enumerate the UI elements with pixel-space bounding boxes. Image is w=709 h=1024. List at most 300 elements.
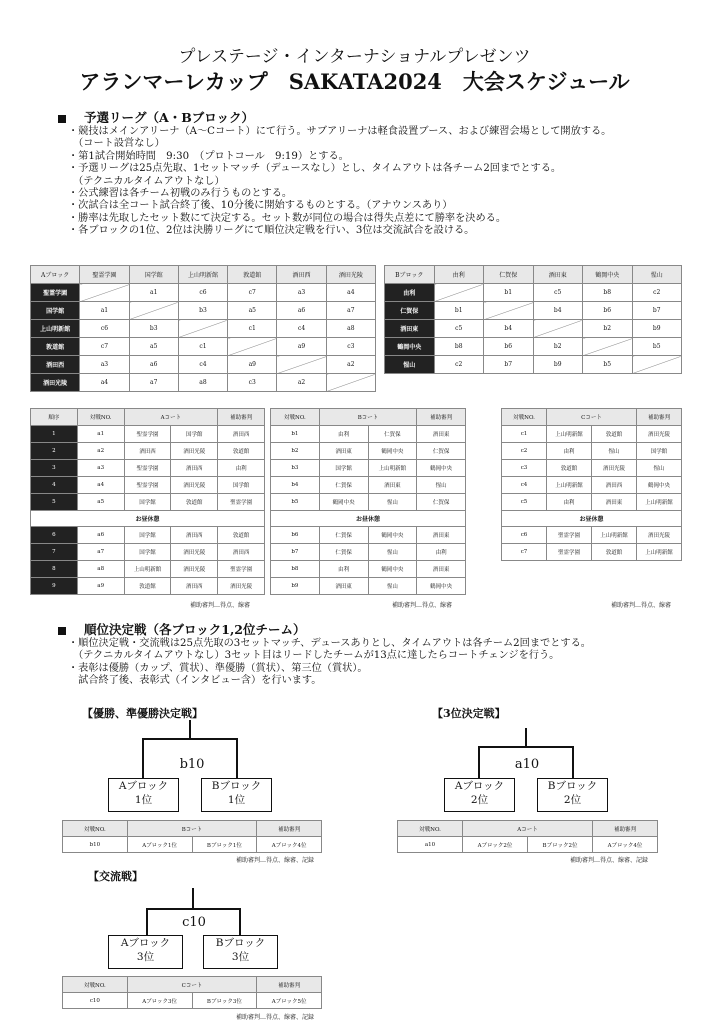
team-1: 国学館	[319, 460, 368, 477]
team-header: 国学館	[129, 266, 178, 284]
referee: 酒田光陵	[218, 578, 265, 595]
match-no: b1	[271, 426, 320, 443]
match-row	[63, 837, 322, 853]
break-label: お昼休憩	[31, 511, 265, 527]
match-cell: a1	[80, 302, 129, 320]
team-2: 酒田光陵	[592, 460, 637, 477]
match-row	[63, 993, 322, 1009]
team-1: 敦道館	[124, 578, 171, 595]
team-1: 敦道館	[547, 460, 592, 477]
referee: 酒田東	[417, 561, 466, 578]
match-cell: c5	[533, 284, 583, 302]
team-1: 聖霊学園	[124, 477, 171, 494]
referee: 国学館	[218, 477, 265, 494]
match-cell: c2	[632, 284, 682, 302]
team-header: 惺山	[632, 266, 682, 284]
team-2: 上山明新館	[368, 460, 417, 477]
referee: 由利	[218, 460, 265, 477]
rule-line: ・勝率は先取したセット数にて決定する。セット数が同位の場合は得失点差にて勝率を決める。	[68, 212, 507, 224]
team-row	[385, 320, 682, 338]
schedule-row	[31, 477, 265, 494]
referee: 由利	[417, 544, 466, 561]
final-note: 補助審判…得点、線審、記録	[236, 857, 315, 864]
match-cell	[80, 284, 129, 302]
order-no: 4	[31, 477, 78, 494]
schedule-row	[271, 561, 466, 578]
rule-line: ・各ブロックの1位、2位は決勝リーグにて順位決定戦を行い、3位は交流試合を設ける。	[68, 225, 475, 237]
match-no: b5	[271, 494, 320, 511]
match-no: c3	[502, 460, 547, 477]
match-cell: a3	[80, 356, 129, 374]
team-2: 上山明新館	[592, 527, 637, 544]
match-cell: b3	[129, 320, 178, 338]
referee: 敦道館	[218, 527, 265, 544]
team-name: 鶴岡中央	[385, 338, 435, 356]
team-2: Bブロック1位	[192, 837, 257, 853]
schedule-row	[271, 544, 466, 561]
match-no: a10	[398, 837, 463, 853]
team-1: 由利	[547, 443, 592, 460]
match-cell: a9	[277, 338, 326, 356]
team-1: 酒田西	[124, 443, 171, 460]
team-row	[31, 302, 376, 320]
match-no: c5	[502, 494, 547, 511]
match-cell: b8	[434, 338, 484, 356]
order-no: 9	[31, 578, 78, 595]
order-no: 2	[31, 443, 78, 460]
ref-header: 補助審判	[593, 821, 658, 837]
order-no: 1	[31, 426, 78, 443]
match-cell: a6	[129, 356, 178, 374]
match-no: a6	[77, 527, 124, 544]
header-row	[385, 266, 682, 284]
team-name: 敦道館	[31, 338, 80, 356]
rule-line: ・予選リーグは25点先取、1セットマッチ（デュースなし）とし、タイムアウトは各チーム2回までとする。	[68, 163, 562, 175]
header-row	[31, 409, 265, 426]
break-row	[31, 511, 265, 527]
team-1: 上山明新館	[547, 477, 592, 494]
team-2: 惺山	[368, 544, 417, 561]
schedule-row	[31, 561, 265, 578]
team-header: 仁賀保	[484, 266, 534, 284]
third-team-b: Bブロック 2位	[537, 778, 608, 812]
rule-line: 試合終了後、表彰式（インタビュー含）を行います。	[68, 675, 322, 687]
schedule-row	[271, 477, 466, 494]
match-no: c10	[63, 993, 128, 1009]
match-no: b2	[271, 443, 320, 460]
match-cell: a3	[277, 284, 326, 302]
match-cell: c3	[228, 374, 277, 392]
team-2: 酒田光陵	[171, 443, 218, 460]
subtitle: プレステージ・インターナショナルプレゼンツ	[178, 47, 531, 67]
team-1: 酒田東	[319, 578, 368, 595]
team-1: 国学館	[124, 544, 171, 561]
third-title: 【3位決定戦】	[432, 707, 506, 720]
match-cell: b9	[533, 356, 583, 374]
schedA-note: 補助審判…得点、線審	[190, 602, 251, 609]
team-name: 仁賀保	[385, 302, 435, 320]
team-name: 国学館	[31, 302, 80, 320]
referee: 上山明新館	[637, 544, 682, 561]
match-cell: a6	[277, 302, 326, 320]
referee: 酒田光陵	[637, 426, 682, 443]
referee: 聖霊学園	[218, 561, 265, 578]
schedule-row	[271, 527, 466, 544]
match-no: a9	[77, 578, 124, 595]
referee: 惺山	[637, 460, 682, 477]
referee: 鶴岡中央	[417, 578, 466, 595]
team-1: Aブロック3位	[127, 993, 192, 1009]
team-1: 酒田東	[319, 443, 368, 460]
order-no: 7	[31, 544, 78, 561]
team-2: 惺山	[592, 443, 637, 460]
referee: 酒田西	[218, 426, 265, 443]
schedule-row	[502, 426, 682, 443]
team-header: 上山明新館	[178, 266, 227, 284]
third-table	[397, 820, 658, 853]
team-name: 酒田西	[31, 356, 80, 374]
court-header: Cコート	[547, 409, 637, 426]
order-no: 5	[31, 494, 78, 511]
match-header: 対戦NO.	[77, 409, 124, 426]
blockB-table	[384, 265, 682, 374]
ref-header: 補助審判	[257, 821, 322, 837]
exchange-team-b: Bブロック 3位	[203, 935, 278, 969]
match-cell	[533, 320, 583, 338]
schedule-row	[31, 578, 265, 595]
match-cell: c1	[228, 320, 277, 338]
courtB-schedule	[270, 408, 466, 595]
header-row	[398, 821, 658, 837]
courtC-schedule	[501, 408, 682, 561]
match-cell	[484, 302, 534, 320]
team-2: 酒田西	[171, 527, 218, 544]
team-name: 惺山	[385, 356, 435, 374]
match-cell: b3	[178, 302, 227, 320]
match-cell: a7	[326, 302, 375, 320]
final-title: 【優勝、準優勝決定戦】	[82, 707, 203, 720]
team-2: Bブロック2位	[528, 837, 593, 853]
match-cell	[178, 320, 227, 338]
schedC-note: 補助審判…得点、線審	[611, 602, 672, 609]
match-cell: a2	[277, 374, 326, 392]
schedule-row	[502, 477, 682, 494]
match-cell	[228, 338, 277, 356]
referee: 酒田光陵	[637, 527, 682, 544]
match-cell: a1	[129, 284, 178, 302]
team-row	[385, 356, 682, 374]
section1-rules	[68, 126, 611, 238]
rule-line: ・競技はメインアリーナ（A～Cコート）にて行う。サブアリーナは軽食設置ブース、および練習会場として開放する。	[68, 126, 612, 137]
third-team-a: Aブロック 2位	[444, 778, 515, 812]
referee: 酒田東	[417, 426, 466, 443]
schedule-row	[31, 494, 265, 511]
team-2: 酒田西	[592, 477, 637, 494]
match-cell: a9	[228, 356, 277, 374]
schedule-row	[31, 544, 265, 561]
schedule-row	[502, 544, 682, 561]
order-no: 8	[31, 561, 78, 578]
team-2: 鶴岡中央	[368, 561, 417, 578]
rule-line: ・表彰は優勝（カップ、賞状）、準優勝（賞状）、第三位（賞状）。	[68, 662, 368, 674]
header-row	[63, 821, 322, 837]
square-bullet-icon	[58, 115, 66, 123]
match-cell: c6	[178, 284, 227, 302]
schedule-row	[502, 494, 682, 511]
team-header: 酒田光陵	[326, 266, 375, 284]
team-2: 敦道館	[592, 544, 637, 561]
match-cell: c7	[80, 338, 129, 356]
match-cell: c1	[178, 338, 227, 356]
break-label: お昼休憩	[271, 511, 466, 527]
referee: 仁賀保	[417, 494, 466, 511]
team-name: 聖霊学園	[31, 284, 80, 302]
match-cell	[583, 338, 633, 356]
team-1: 聖霊学園	[547, 544, 592, 561]
team-1: 国学館	[124, 527, 171, 544]
match-cell: b8	[583, 284, 633, 302]
match-cell	[326, 374, 375, 392]
match-cell: c6	[80, 320, 129, 338]
match-cell: c4	[178, 356, 227, 374]
team-row	[31, 338, 376, 356]
match-cell: b5	[583, 356, 633, 374]
schedule-row	[31, 460, 265, 477]
section1-heading: 予選リーグ（A・Bブロック）	[58, 108, 254, 126]
exchange-table	[62, 976, 322, 1009]
team-1: 鶴岡中央	[319, 494, 368, 511]
ref-header: 補助審判	[417, 409, 466, 426]
team-header: 敦道館	[228, 266, 277, 284]
team-2: 鶴岡中央	[368, 443, 417, 460]
match-cell: b1	[484, 284, 534, 302]
team-2: 酒田西	[171, 460, 218, 477]
schedule-row	[31, 527, 265, 544]
team-1: 聖霊学園	[124, 460, 171, 477]
team-2: 仁賀保	[368, 426, 417, 443]
match-cell: a8	[178, 374, 227, 392]
schedule-row	[271, 578, 466, 595]
team-2: 敦道館	[171, 494, 218, 511]
match-cell	[277, 356, 326, 374]
team-name: 酒田東	[385, 320, 435, 338]
header-row	[31, 266, 376, 284]
rule-line: （テクニカルタイムアウトなし）	[68, 175, 225, 187]
schedule-row	[502, 460, 682, 477]
match-no: a1	[77, 426, 124, 443]
match-cell: b7	[632, 302, 682, 320]
court-header: Aコート	[124, 409, 218, 426]
final-table	[62, 820, 322, 853]
third-match-no: a10	[514, 757, 540, 772]
team-1: 仁賀保	[319, 477, 368, 494]
match-cell: c3	[326, 338, 375, 356]
ref-header: 補助審判	[637, 409, 682, 426]
schedule-row	[271, 494, 466, 511]
referee: 酒田東	[417, 527, 466, 544]
header-row	[502, 409, 682, 426]
team-row	[385, 302, 682, 320]
match-cell: b4	[533, 302, 583, 320]
court-header: Cコート	[127, 977, 257, 993]
referee: 敦道館	[218, 443, 265, 460]
break-label: お昼休憩	[502, 511, 682, 527]
section2-rules	[68, 638, 591, 688]
exchange-match-no: c10	[182, 915, 206, 930]
court-header: Bコート	[127, 821, 257, 837]
team-header: 鶴岡中央	[583, 266, 633, 284]
match-cell: a5	[129, 338, 178, 356]
court-header: Aコート	[463, 821, 593, 837]
block-label: Bブロック	[385, 266, 435, 284]
team-row	[385, 284, 682, 302]
match-no: a2	[77, 443, 124, 460]
order-no: 3	[31, 460, 78, 477]
match-cell: c4	[277, 320, 326, 338]
rule-line: ・次試合は全コート試合終了後、10分後に開始するものとする。（アナウンスあり）	[68, 200, 453, 212]
team-header: 由利	[434, 266, 484, 284]
page-title: アランマーレカップ SAKATA2024 大会スケジュール	[79, 69, 630, 94]
team-name: 酒田光陵	[31, 374, 80, 392]
header-row	[271, 409, 466, 426]
team-1: 由利	[319, 426, 368, 443]
team-name: 由利	[385, 284, 435, 302]
blockA-table	[30, 265, 376, 392]
match-cell: b2	[583, 320, 633, 338]
order-no: 6	[31, 527, 78, 544]
schedule-row	[271, 443, 466, 460]
schedule-row	[271, 426, 466, 443]
final-match-no: b10	[179, 757, 205, 772]
match-no: b4	[271, 477, 320, 494]
referee: 惺山	[417, 477, 466, 494]
match-cell: b5	[632, 338, 682, 356]
header-row	[63, 977, 322, 993]
match-no: a7	[77, 544, 124, 561]
match-cell: b2	[533, 338, 583, 356]
match-no: a8	[77, 561, 124, 578]
square-bullet-icon	[58, 627, 66, 635]
order-header: 順序	[31, 409, 78, 426]
exchange-title: 【交流戦】	[88, 870, 143, 883]
rule-line: ・第1試合開始時間 9:30 （プロトコール 9:19）とする。	[68, 150, 349, 162]
referee: 鶴岡中央	[417, 460, 466, 477]
team-1: 上山明新館	[547, 426, 592, 443]
schedule-row	[31, 426, 265, 443]
match-header: 対戦NO.	[63, 821, 128, 837]
match-no: b3	[271, 460, 320, 477]
match-cell	[434, 284, 484, 302]
team-row	[31, 374, 376, 392]
team-header: 酒田西	[277, 266, 326, 284]
match-cell: c7	[228, 284, 277, 302]
team-header: 聖霊学園	[80, 266, 129, 284]
match-no: c6	[502, 527, 547, 544]
match-no: b6	[271, 527, 320, 544]
schedule-row	[502, 527, 682, 544]
referee: 鶴岡中央	[637, 477, 682, 494]
team-2: 酒田光陵	[171, 544, 218, 561]
match-no: a5	[77, 494, 124, 511]
block-label: Aブロック	[31, 266, 80, 284]
team-1: 由利	[319, 561, 368, 578]
match-cell: c2	[434, 356, 484, 374]
team-2: 酒田東	[592, 494, 637, 511]
team-row	[31, 284, 376, 302]
match-cell: b6	[484, 338, 534, 356]
team-1: 仁賀保	[319, 544, 368, 561]
referee: Aブロック5位	[257, 993, 322, 1009]
team-2: 酒田東	[368, 477, 417, 494]
exchange-note: 補助審判…得点、線審、記録	[236, 1014, 315, 1021]
team-2: Bブロック3位	[192, 993, 257, 1009]
referee: 酒田西	[218, 544, 265, 561]
break-row	[271, 511, 466, 527]
match-header: 対戦NO.	[271, 409, 320, 426]
final-team-a: Aブロック 1位	[108, 778, 179, 812]
match-no: c7	[502, 544, 547, 561]
team-row	[385, 338, 682, 356]
team-header: 酒田東	[533, 266, 583, 284]
match-cell: c5	[434, 320, 484, 338]
match-cell: b1	[434, 302, 484, 320]
match-no: b7	[271, 544, 320, 561]
exchange-team-a: Aブロック 3位	[108, 935, 183, 969]
schedule-row	[502, 443, 682, 460]
match-cell: a7	[129, 374, 178, 392]
team-2: 国学館	[171, 426, 218, 443]
match-cell: a5	[228, 302, 277, 320]
referee: 仁賀保	[417, 443, 466, 460]
team-name: 上山明新館	[31, 320, 80, 338]
rule-line: ・公式練習は各チーム初戦のみ行うものとする。	[68, 188, 293, 200]
match-header: 対戦NO.	[63, 977, 128, 993]
match-row	[398, 837, 658, 853]
match-cell	[129, 302, 178, 320]
match-no: a4	[77, 477, 124, 494]
schedule-row	[31, 443, 265, 460]
ref-header: 補助審判	[218, 409, 265, 426]
rule-line: ・順位決定戦・交流戦は25点先取の3セットマッチ、デュースありとし、タイムアウトは各チーム2回までとする。	[68, 638, 591, 649]
match-header: 対戦NO.	[398, 821, 463, 837]
referee: Aブロック4位	[593, 837, 658, 853]
match-cell: b4	[484, 320, 534, 338]
team-2: 鶴岡中央	[368, 527, 417, 544]
courtA-schedule	[30, 408, 265, 595]
referee: 聖霊学園	[218, 494, 265, 511]
team-row	[31, 320, 376, 338]
rule-line: （テクニカルタイムアウトなし）3セット目はリードしたチームが13点に達したらコートチェンジを行う。	[68, 650, 560, 662]
referee: 上山明新館	[637, 494, 682, 511]
match-cell	[632, 356, 682, 374]
match-no: b9	[271, 578, 320, 595]
team-1: 国学館	[124, 494, 171, 511]
section2-heading: 順位決定戦（各ブロック1,2位チーム）	[58, 620, 306, 638]
referee: Aブロック4位	[257, 837, 322, 853]
match-no: c1	[502, 426, 547, 443]
ref-header: 補助審判	[257, 977, 322, 993]
team-1: Aブロック2位	[463, 837, 528, 853]
match-no: c4	[502, 477, 547, 494]
schedB-note: 補助審判…得点、線審	[392, 602, 453, 609]
team-2: 酒田光陵	[171, 561, 218, 578]
match-cell: b7	[484, 356, 534, 374]
team-2: 酒田西	[171, 578, 218, 595]
team-1: 仁賀保	[319, 527, 368, 544]
match-no: b10	[63, 837, 128, 853]
team-row	[31, 356, 376, 374]
match-no: a3	[77, 460, 124, 477]
